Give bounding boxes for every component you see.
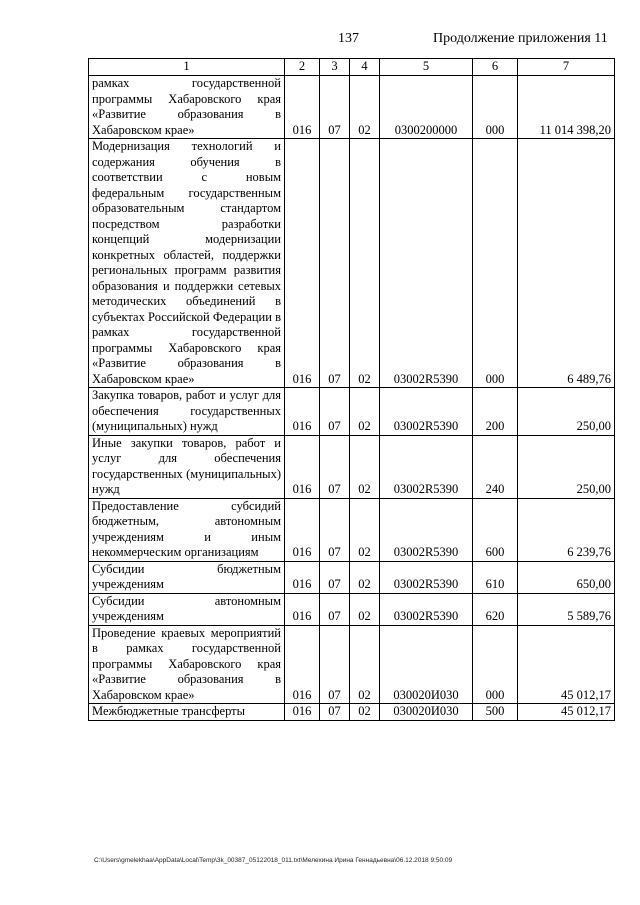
expense-type-code-cell: 500 xyxy=(473,704,518,721)
section-code-cell: 07 xyxy=(320,76,350,139)
expense-type-code-cell: 000 xyxy=(473,625,518,704)
amount-cell: 250,00 xyxy=(518,388,615,436)
target-item-code-cell: 03002R5390 xyxy=(380,388,473,436)
section-code-cell: 07 xyxy=(320,435,350,498)
table-row xyxy=(89,435,615,498)
section-code-cell: 07 xyxy=(320,388,350,436)
budget-table xyxy=(88,58,615,721)
row-description-cell: Проведение краевых мероприятий в рамках государственной программы Хабаровского края «Развитие образования в Хабаровском крае» xyxy=(89,625,285,704)
subsection-code-cell: 02 xyxy=(350,139,380,388)
section-code-cell: 07 xyxy=(320,704,350,721)
table-row xyxy=(89,704,615,721)
amount-cell: 250,00 xyxy=(518,435,615,498)
column-header: 7 xyxy=(518,59,615,76)
row-description-cell: Субсидии автономным учреждениям xyxy=(89,593,285,625)
row-description-cell: Предоставление субсидий бюджетным, автономным учреждениям и иным некоммерческим организациям xyxy=(89,498,285,561)
amount-cell: 5 589,76 xyxy=(518,593,615,625)
subsection-code-cell: 02 xyxy=(350,498,380,561)
amount-cell: 45 012,17 xyxy=(518,625,615,704)
amount-cell: 6 239,76 xyxy=(518,498,615,561)
ministry-code-cell: 016 xyxy=(285,435,320,498)
subsection-code-cell: 02 xyxy=(350,625,380,704)
expense-type-code-cell: 240 xyxy=(473,435,518,498)
section-code-cell: 07 xyxy=(320,498,350,561)
subsection-code-cell: 02 xyxy=(350,593,380,625)
file-path-footer: C:\Users\gmelekhaa\AppData\Local\Temp\3k_00387_05122018_011.txt\Мелехина Ирина Геннадьевна\06.12.2018 9:50:09 xyxy=(94,857,453,864)
column-header: 6 xyxy=(473,59,518,76)
row-description-cell: Субсидии бюджетным учреждениям xyxy=(89,561,285,593)
table-row xyxy=(89,76,615,139)
table-row xyxy=(89,593,615,625)
row-description-cell: рамках государственной программы Хабаровского края «Развитие образования в Хабаровском крае» xyxy=(89,76,285,139)
row-description-cell: Модернизация технологий и содержания обучения в соответствии с новым федеральным государственным образовательным стандартом посредством разработки концепций модернизации конкретных областей, поддержки региональных программ развития образования и поддержки сетевых методических объединений в субъектах Российской Федерации в рамках государственной программы Хабаровского края «Развитие образования в Хабаровском крае» xyxy=(89,139,285,388)
target-item-code-cell: 03002R5390 xyxy=(380,139,473,388)
section-code-cell: 07 xyxy=(320,139,350,388)
amount-cell: 11 014 398,20 xyxy=(518,76,615,139)
expense-type-code-cell: 610 xyxy=(473,561,518,593)
row-description-cell: Иные закупки товаров, работ и услуг для обеспечения государственных (муниципальных) нужд xyxy=(89,435,285,498)
continuation-heading: Продолжение приложения 11 xyxy=(433,31,608,46)
amount-cell: 6 489,76 xyxy=(518,139,615,388)
column-header: 4 xyxy=(350,59,380,76)
ministry-code-cell: 016 xyxy=(285,561,320,593)
ministry-code-cell: 016 xyxy=(285,76,320,139)
table-row xyxy=(89,139,615,388)
row-description-cell: Межбюджетные трансферты xyxy=(89,704,285,721)
column-header: 3 xyxy=(320,59,350,76)
target-item-code-cell: 030020И030 xyxy=(380,704,473,721)
target-item-code-cell: 030020И030 xyxy=(380,625,473,704)
ministry-code-cell: 016 xyxy=(285,625,320,704)
section-code-cell: 07 xyxy=(320,625,350,704)
target-item-code-cell: 03002R5390 xyxy=(380,561,473,593)
section-code-cell: 07 xyxy=(320,593,350,625)
target-item-code-cell: 03002R5390 xyxy=(380,435,473,498)
ministry-code-cell: 016 xyxy=(285,704,320,721)
subsection-code-cell: 02 xyxy=(350,388,380,436)
column-header: 2 xyxy=(285,59,320,76)
table-header-row xyxy=(89,59,615,76)
column-header: 5 xyxy=(380,59,473,76)
subsection-code-cell: 02 xyxy=(350,561,380,593)
amount-cell: 650,00 xyxy=(518,561,615,593)
table-row xyxy=(89,498,615,561)
target-item-code-cell: 0300200000 xyxy=(380,76,473,139)
ministry-code-cell: 016 xyxy=(285,139,320,388)
expense-type-code-cell: 600 xyxy=(473,498,518,561)
table-row xyxy=(89,561,615,593)
row-description-cell: Закупка товаров, работ и услуг для обеспечения государственных (муниципальных) нужд xyxy=(89,388,285,436)
table-row xyxy=(89,388,615,436)
ministry-code-cell: 016 xyxy=(285,498,320,561)
expense-type-code-cell: 620 xyxy=(473,593,518,625)
column-header: 1 xyxy=(89,59,285,76)
table-row xyxy=(89,625,615,704)
target-item-code-cell: 03002R5390 xyxy=(380,498,473,561)
page-number: 137 xyxy=(338,31,359,46)
subsection-code-cell: 02 xyxy=(350,704,380,721)
subsection-code-cell: 02 xyxy=(350,76,380,139)
expense-type-code-cell: 000 xyxy=(473,139,518,388)
expense-type-code-cell: 000 xyxy=(473,76,518,139)
ministry-code-cell: 016 xyxy=(285,593,320,625)
amount-cell: 45 012,17 xyxy=(518,704,615,721)
subsection-code-cell: 02 xyxy=(350,435,380,498)
ministry-code-cell: 016 xyxy=(285,388,320,436)
section-code-cell: 07 xyxy=(320,561,350,593)
expense-type-code-cell: 200 xyxy=(473,388,518,436)
target-item-code-cell: 03002R5390 xyxy=(380,593,473,625)
